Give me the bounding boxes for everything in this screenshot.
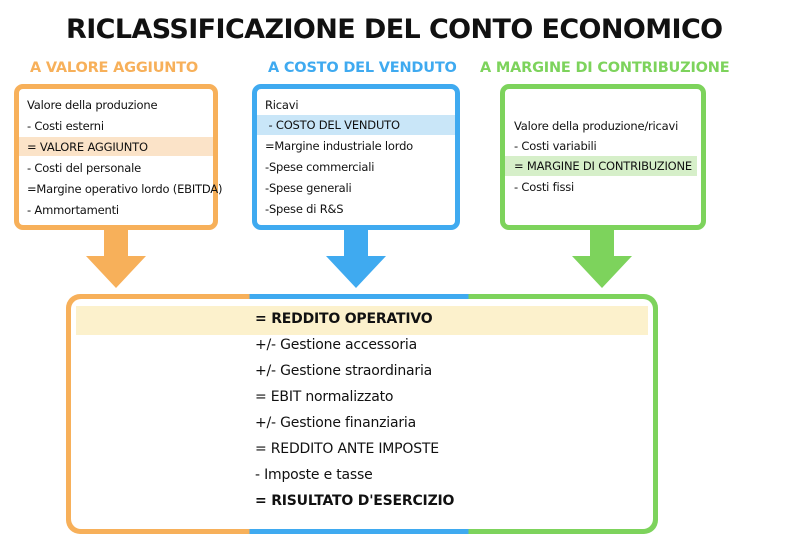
line-reddito-operativo: = REDDITO OPERATIVO (255, 311, 433, 327)
line-margine-contribuzione: = MARGINE DI CONTRIBUZIONE (514, 159, 692, 173)
line-gestione-straordinaria: +/- Gestione straordinaria (255, 363, 433, 379)
line-reddito-ante-imposte: = REDDITO ANTE IMPOSTE (255, 441, 439, 457)
line-spese-rs: -Spese di R&S (265, 202, 344, 216)
line-margine-industriale: =Margine industriale lordo (265, 139, 414, 153)
heading-valore-aggiunto: A VALORE AGGIUNTO (30, 60, 199, 76)
line-ammortamenti: - Ammortamenti (27, 203, 119, 217)
line-valore-produzione-ricavi: Valore della produzione/ricavi (514, 119, 679, 133)
diagram-title: RICLASSIFICAZIONE DEL CONTO ECONOMICO (66, 14, 723, 45)
line-ebitda: =Margine operativo lordo (EBITDA) (27, 182, 223, 196)
line-ebit-normalizzato: = EBIT normalizzato (255, 389, 394, 405)
line-gestione-finanziaria: +/- Gestione finanziaria (255, 415, 416, 431)
line-costo-venduto: - COSTO DEL VENDUTO (265, 118, 400, 132)
box-valore-aggiunto (14, 84, 223, 230)
line-spese-commerciali: -Spese commerciali (265, 160, 375, 174)
line-costi-personale: - Costi del personale (27, 161, 141, 175)
line-costi-variabili: - Costi variabili (514, 139, 597, 153)
arrow-down-orange (84, 226, 148, 290)
line-costi-fissi: - Costi fissi (514, 180, 575, 194)
arrow-down-green (570, 226, 634, 290)
line-ricavi: Ricavi (265, 98, 299, 112)
box-costo-venduto (252, 84, 460, 230)
line-imposte-tasse: - Imposte e tasse (255, 467, 373, 483)
line-risultato-esercizio: = RISULTATO D'ESERCIZIO (255, 493, 455, 509)
line-valore-produzione: Valore della produzione (27, 98, 158, 112)
heading-costo-venduto: A COSTO DEL VENDUTO (268, 60, 457, 76)
line-spese-generali: -Spese generali (265, 181, 352, 195)
arrow-down-blue (324, 226, 388, 290)
line-costi-esterni: - Costi esterni (27, 119, 104, 133)
heading-margine-contribuzione: A MARGINE DI CONTRIBUZIONE (480, 60, 730, 76)
box-margine-contribuzione (500, 84, 706, 230)
result-box-frame (66, 294, 658, 534)
line-gestione-accessoria: +/- Gestione accessoria (255, 337, 417, 353)
line-valore-aggiunto: = VALORE AGGIUNTO (27, 140, 148, 154)
